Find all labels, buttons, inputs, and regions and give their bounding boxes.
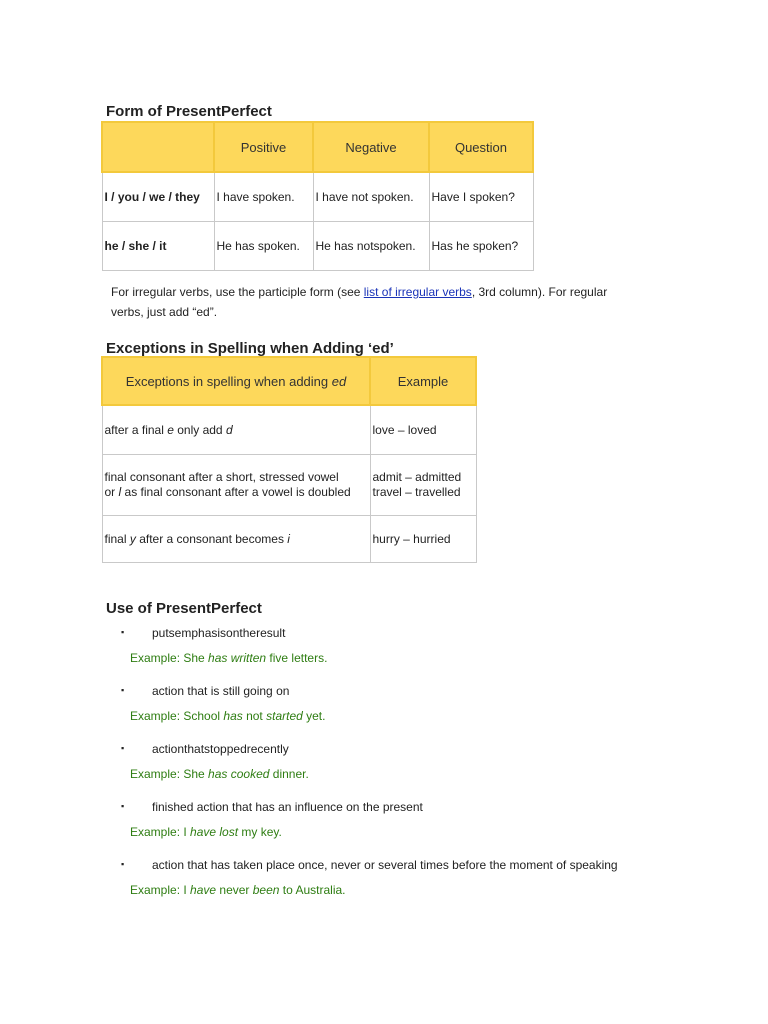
table-cell: love – loved xyxy=(370,405,476,455)
header-text: ed xyxy=(331,373,347,389)
example-text: my key. xyxy=(238,825,282,839)
form-title: Form of PresentPerfect xyxy=(106,103,272,120)
bullet-icon: ▪ xyxy=(121,801,125,811)
use-list xyxy=(106,625,706,915)
example-sentence xyxy=(130,883,346,897)
table-cell: I have spoken. xyxy=(214,172,313,222)
table-cell: I have not spoken. xyxy=(313,172,429,222)
table-cell: hurry – hurried xyxy=(370,516,476,563)
exceptions-table xyxy=(101,356,477,563)
use-description: finished action that has an influence on the present xyxy=(152,800,423,814)
cell-text: admit – admitted xyxy=(372,470,462,484)
header-cell xyxy=(102,357,370,405)
bullet-icon: ▪ xyxy=(121,859,125,869)
cell-text: d xyxy=(225,423,233,437)
example-text: never xyxy=(216,883,253,897)
list-item xyxy=(106,683,706,741)
cell-text: final consonant after a short, stressed vowel xyxy=(104,470,339,484)
example-text: started xyxy=(266,709,303,723)
example-sentence xyxy=(130,767,309,781)
table-cell: He has spoken. xyxy=(214,222,313,271)
cell-text: after a final xyxy=(104,423,168,437)
table-cell: Have I spoken? xyxy=(429,172,533,222)
example-sentence xyxy=(130,825,282,839)
table-cell: He has notspoken. xyxy=(313,222,429,271)
table-header-row xyxy=(102,357,476,405)
table-row xyxy=(102,516,476,563)
table-cell xyxy=(370,455,476,516)
use-description: action that has taken place once, never or several times before the moment of speaking xyxy=(152,858,618,872)
use-description: action that is still going on xyxy=(152,684,290,698)
header-cell: Example xyxy=(370,357,476,405)
list-item xyxy=(106,741,706,799)
cell-text: i xyxy=(287,532,290,546)
table-cell xyxy=(102,405,370,455)
cell-text: l xyxy=(118,485,122,499)
cell-text: after a consonant becomes xyxy=(135,532,288,546)
example-text: Example: She xyxy=(130,767,209,781)
use-description: putsemphasisontheresult xyxy=(152,626,286,640)
example-text: Example: I xyxy=(130,825,191,839)
example-sentence xyxy=(130,651,327,665)
example-text: not xyxy=(242,709,267,723)
irregular-verbs-note xyxy=(111,282,641,322)
use-description: actionthatstoppedrecently xyxy=(152,742,289,756)
example-text: to Australia. xyxy=(279,883,346,897)
header-cell xyxy=(102,122,214,172)
bullet-icon: ▪ xyxy=(121,743,125,753)
example-text: yet. xyxy=(302,709,326,723)
header-cell: Negative xyxy=(313,122,429,172)
example-text: has written xyxy=(208,651,267,665)
cell-text: final xyxy=(104,532,130,546)
table-cell xyxy=(102,516,370,563)
example-text: Example: School xyxy=(130,709,224,723)
header-cell: Positive xyxy=(214,122,313,172)
cell-text: or xyxy=(104,485,119,499)
example-text: have xyxy=(190,883,217,897)
cell-text: travel – travelled xyxy=(372,485,461,499)
table-row xyxy=(102,222,533,271)
table-cell: Has he spoken? xyxy=(429,222,533,271)
example-text: has cooked xyxy=(208,767,270,781)
list-item xyxy=(106,625,706,683)
header-text: Exceptions in spelling when adding xyxy=(125,373,332,389)
header-cell: Question xyxy=(429,122,533,172)
irregular-verbs-link[interactable]: list of irregular verbs xyxy=(363,285,472,299)
example-text: been xyxy=(252,883,280,897)
cell-text: as final consonant after a vowel is doubled xyxy=(121,485,351,499)
example-text: has xyxy=(223,709,243,723)
list-item xyxy=(106,857,706,915)
cell-text: only add xyxy=(173,423,226,437)
example-text: Example: I xyxy=(130,883,191,897)
table-cell: he / she / it xyxy=(102,222,214,271)
bullet-icon: ▪ xyxy=(121,627,125,637)
example-text: dinner. xyxy=(269,767,309,781)
note-text: For irregular verbs, use the participle form (see xyxy=(111,285,364,299)
example-text: have lost xyxy=(190,825,239,839)
example-text: five letters. xyxy=(266,651,328,665)
bullet-icon: ▪ xyxy=(121,685,125,695)
cell-text: y xyxy=(129,532,136,546)
table-row xyxy=(102,405,476,455)
cell-text: e xyxy=(167,423,174,437)
table-cell xyxy=(102,455,370,516)
table-row xyxy=(102,455,476,516)
table-header-row xyxy=(102,122,533,172)
list-item xyxy=(106,799,706,857)
form-table xyxy=(101,121,534,271)
table-row xyxy=(102,172,533,222)
example-sentence xyxy=(130,709,325,723)
exceptions-title: Exceptions in Spelling when Adding ‘ed’ xyxy=(106,340,394,357)
use-title: Use of PresentPerfect xyxy=(106,600,262,617)
note-text: , 3rd column). For regular verbs, just add “ed”. xyxy=(111,285,608,319)
example-text: Example: She xyxy=(130,651,209,665)
table-cell: I / you / we / they xyxy=(102,172,214,222)
